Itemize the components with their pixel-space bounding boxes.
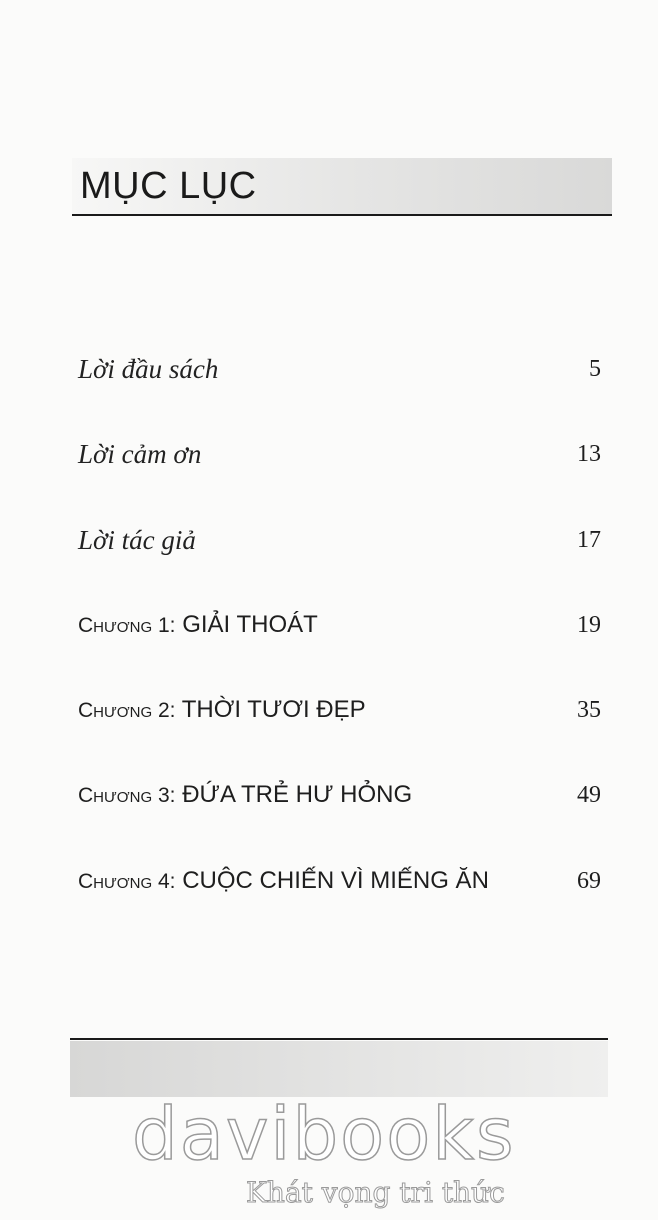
entry-title: GIẢI THOÁT [182,610,318,638]
entry-page-number: 19 [577,611,601,638]
toc-entry-chapter-3[interactable] [78,772,605,857]
watermark-tagline: Khát vọng tri thức [246,1176,505,1209]
entry-title-wrapper [78,772,412,819]
entry-title-wrapper [78,687,366,734]
entry-title-wrapper [78,858,489,905]
entry-title: Lời cảm ơn [78,439,202,470]
chapter-prefix: Chương 2: [78,699,176,723]
watermark-logo: davibooks [132,1092,516,1176]
chapter-prefix: Chương 4: [78,869,176,893]
toc-entry-acknowledgements[interactable] [78,431,605,516]
toc-entry-author-note[interactable] [78,517,605,602]
table-of-contents [78,346,605,943]
entry-title: Lời tác giả [78,524,196,555]
page-title: MỤC LỤC [80,165,257,207]
entry-page-number: 17 [577,526,601,553]
entry-page-number: 49 [577,782,601,809]
entry-title: CUỘC CHIẾN VÌ MIẾNG ĂN [182,866,489,894]
title-underline [72,214,612,216]
toc-entry-chapter-4[interactable] [78,858,605,943]
chapter-prefix: Chương 1: [78,613,176,637]
entry-page-number: 13 [577,441,601,468]
watermark [0,1080,658,1220]
chapter-prefix: Chương 3: [78,784,176,808]
entry-page-number: 35 [577,697,601,724]
entry-title-wrapper [78,602,318,649]
toc-entry-chapter-2[interactable] [78,687,605,772]
footer-rule [70,1038,608,1040]
toc-entry-preface[interactable] [78,346,605,431]
toc-entry-chapter-1[interactable] [78,602,605,687]
entry-page-number: 69 [577,867,601,894]
entry-page-number: 5 [589,356,601,382]
entry-title: THỜI TƯƠI ĐẸP [181,696,366,724]
entry-title: ĐỨA TRẺ HƯ HỎNG [182,781,413,809]
entry-title: Lời đầu sách [78,354,219,384]
